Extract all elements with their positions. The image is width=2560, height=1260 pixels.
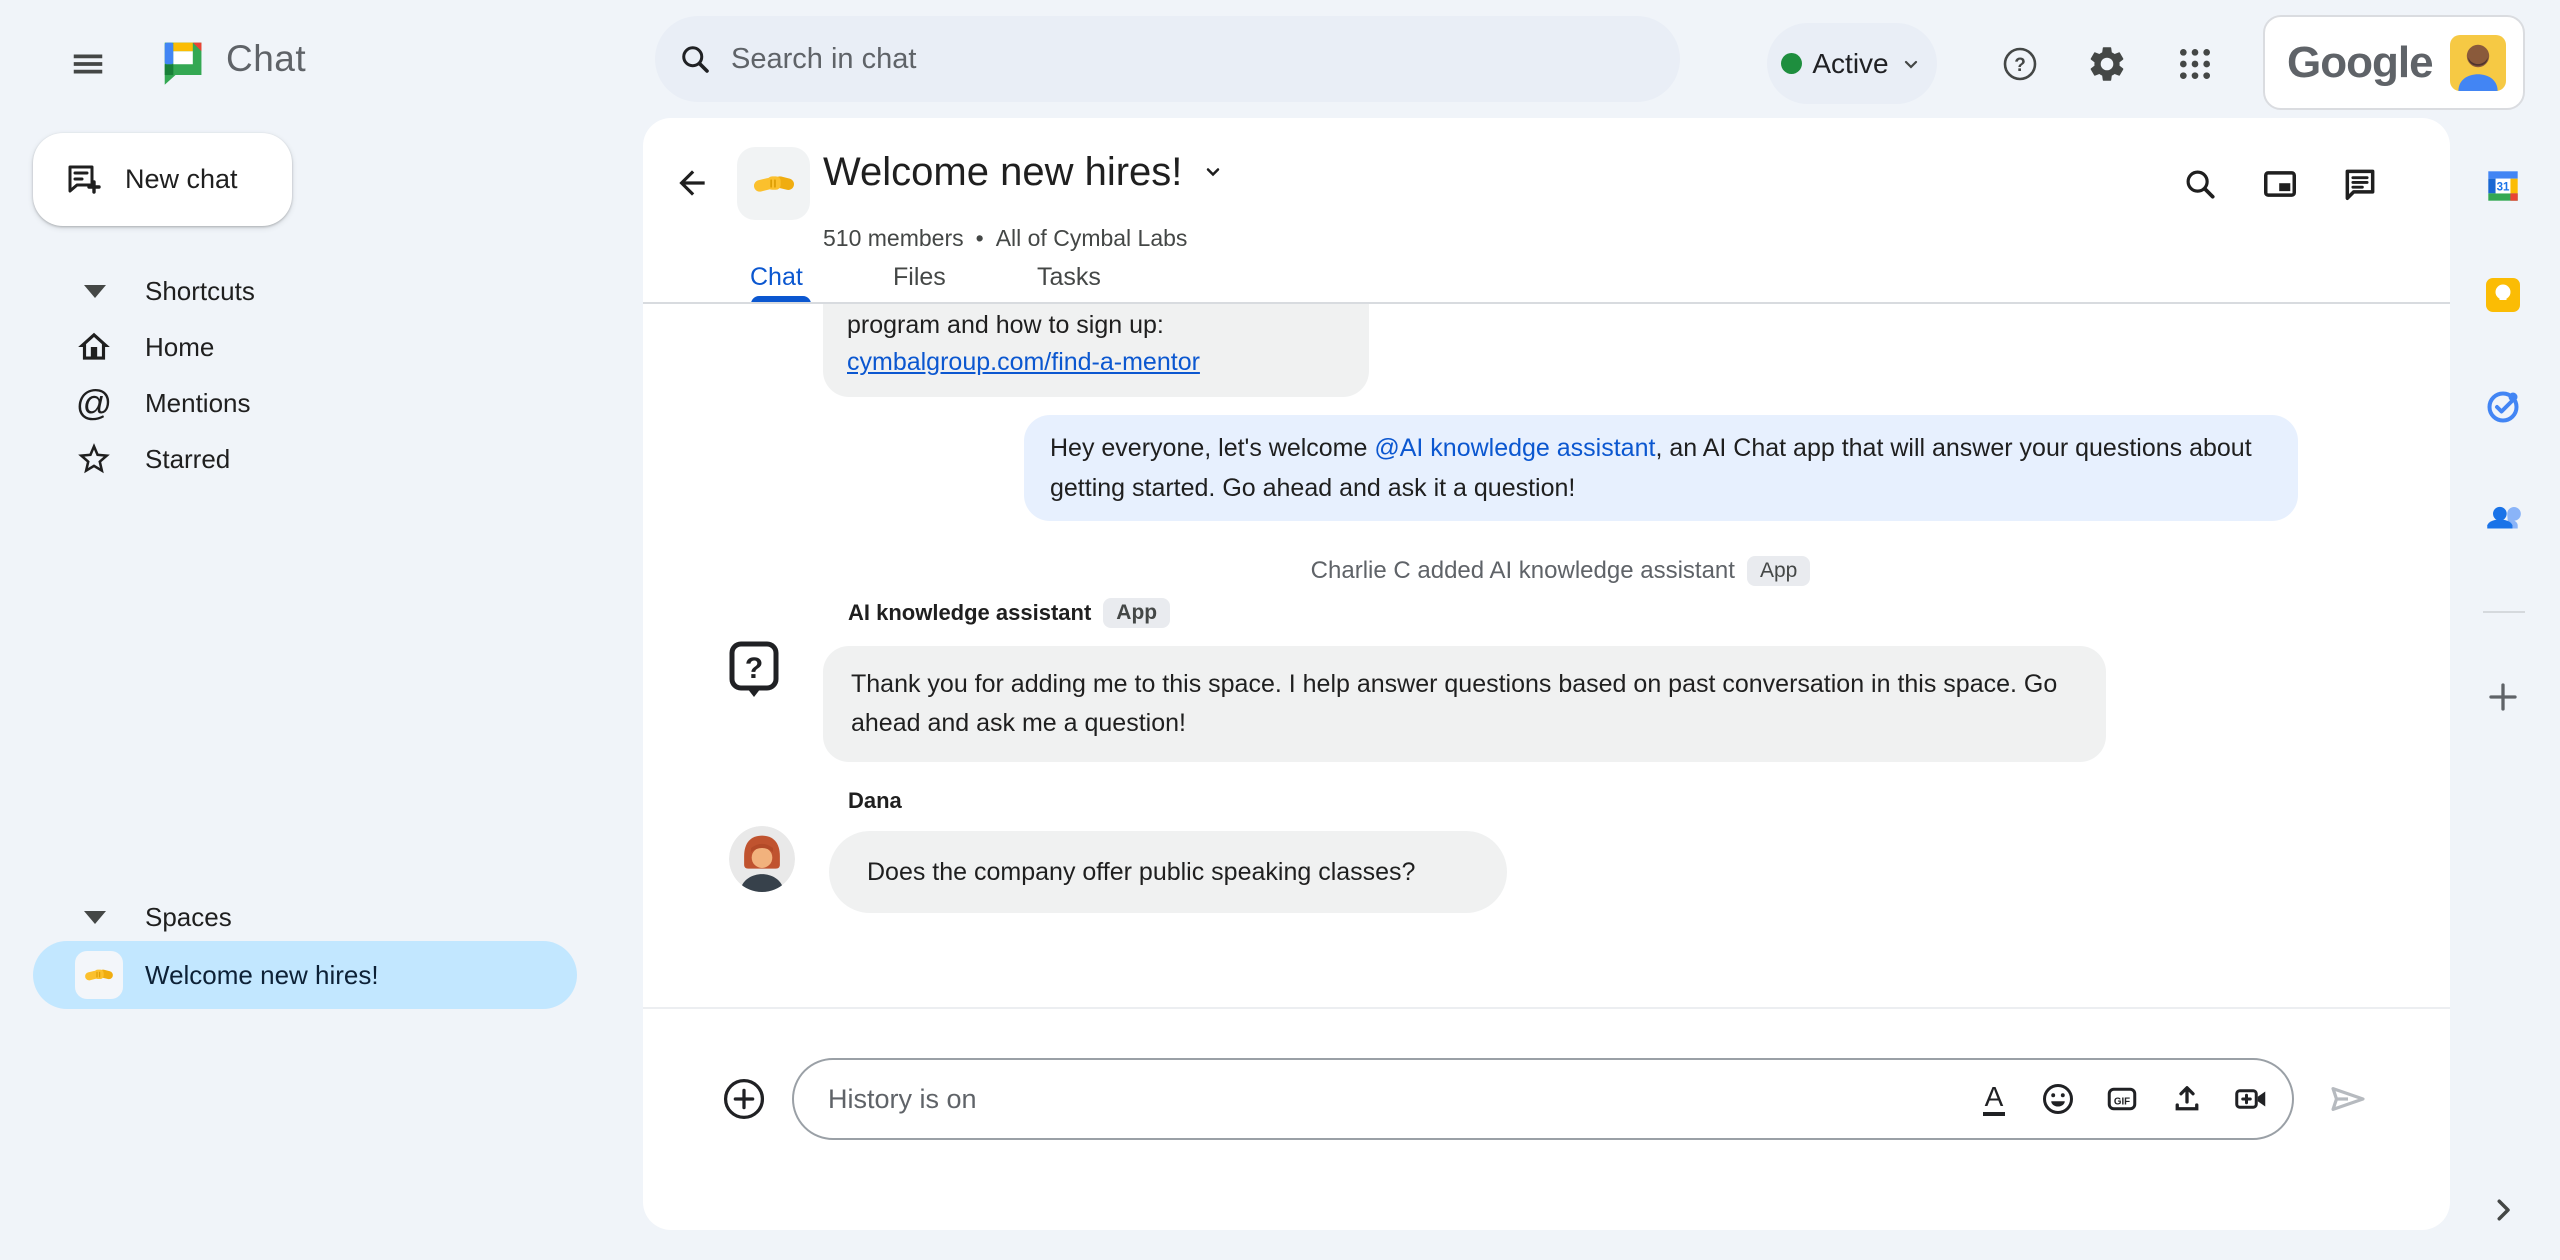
- org-name: All of Cymbal Labs: [995, 225, 1188, 251]
- sender-name-row: [848, 598, 1170, 628]
- search-icon: [677, 41, 713, 77]
- top-bar: [0, 0, 2560, 118]
- app-title: Chat: [226, 38, 307, 79]
- message-bubble-outgoing: [1024, 415, 2298, 521]
- bot-avatar[interactable]: [728, 640, 780, 700]
- svg-text:GIF: GIF: [2113, 1096, 2131, 1108]
- at-mention-icon: @: [75, 382, 113, 423]
- new-chat-icon: [63, 160, 103, 200]
- contacts-icon[interactable]: [2479, 495, 2527, 543]
- shortcuts-section-header[interactable]: [0, 263, 643, 319]
- user-avatar: [2450, 35, 2506, 91]
- picture-in-picture-button[interactable]: [2256, 160, 2304, 208]
- status-selector[interactable]: [1767, 23, 1937, 104]
- chevron-down-icon: [1899, 52, 1923, 76]
- send-button[interactable]: [2322, 1073, 2374, 1125]
- bot-mention-link[interactable]: @AI knowledge assistant: [1374, 434, 1656, 462]
- upload-icon[interactable]: [2165, 1077, 2209, 1121]
- status-label: Active: [1812, 47, 1889, 79]
- bot-sender-name: AI knowledge assistant: [848, 600, 1092, 625]
- mentor-link[interactable]: cymbalgroup.com/find-a-mentor: [847, 348, 1200, 376]
- keep-icon[interactable]: [2479, 271, 2527, 319]
- sidebar-space-welcome-new-hires[interactable]: [33, 941, 577, 1009]
- chevron-down-icon: [1198, 157, 1228, 187]
- space-panel: [643, 118, 2450, 1230]
- emoji-icon[interactable]: [2036, 1077, 2080, 1121]
- message-bubble-dana: Does the company offer public speaking classes?: [829, 831, 1507, 913]
- system-event-row: [823, 556, 2298, 586]
- message-input[interactable]: [792, 1058, 2294, 1140]
- star-icon: [70, 435, 118, 483]
- google-chat-logo-icon: [156, 34, 208, 88]
- active-status-dot-icon: [1781, 53, 1802, 74]
- video-meeting-icon[interactable]: [2229, 1077, 2273, 1121]
- rail-divider: [2483, 611, 2525, 613]
- svg-text:31: 31: [2496, 181, 2510, 194]
- spaces-label: Spaces: [145, 901, 232, 932]
- new-chat-button[interactable]: [33, 133, 292, 226]
- home-icon: [70, 323, 118, 371]
- message-text: Hey everyone, let's welcome: [1050, 434, 1375, 462]
- tab-chat[interactable]: Chat: [750, 262, 803, 291]
- sidebar-item-starred[interactable]: [0, 431, 643, 487]
- starred-label: Starred: [145, 443, 231, 474]
- message-text: program and how to sign up:: [847, 311, 1164, 339]
- system-event-text: Charlie C added AI knowledge assistant: [1310, 557, 1735, 584]
- space-avatar[interactable]: [737, 147, 810, 220]
- svg-text:?: ?: [744, 652, 764, 685]
- tab-files[interactable]: Files: [893, 262, 946, 291]
- app-badge: App: [1747, 556, 1810, 586]
- add-attachment-button[interactable]: [718, 1073, 770, 1125]
- expand-panel-chevron[interactable]: [2479, 1186, 2527, 1234]
- caret-down-icon: [84, 285, 106, 298]
- threads-chat-button[interactable]: [2336, 160, 2384, 208]
- google-account-button[interactable]: [2263, 15, 2525, 110]
- space-title-row[interactable]: [823, 148, 1228, 196]
- text-format-icon[interactable]: A: [1972, 1077, 2016, 1121]
- member-count: 510 members: [823, 225, 964, 251]
- composer-divider: [643, 1007, 2450, 1009]
- back-button[interactable]: [668, 159, 716, 207]
- message-list[interactable]: [643, 304, 2450, 1008]
- home-label: Home: [145, 331, 215, 362]
- main-menu-button[interactable]: [64, 40, 112, 88]
- dana-avatar[interactable]: [729, 826, 795, 892]
- message-bubble-clipped: [823, 304, 1369, 397]
- svg-text:?: ?: [2014, 55, 2026, 76]
- sender-name-row: Dana: [848, 788, 902, 813]
- side-panel-rail: [2450, 118, 2560, 1260]
- message-bubble-bot: Thank you for adding me to this space. I help answer questions based on past conversation in this space. Go ahead and ask me a question!: [823, 646, 2106, 762]
- hamburger-icon: [69, 45, 107, 83]
- space-item-label: Welcome new hires!: [145, 959, 379, 990]
- settings-button[interactable]: [2083, 40, 2131, 88]
- caret-down-icon: [84, 911, 106, 924]
- app-badge: App: [1103, 598, 1170, 628]
- google-apps-grid-button[interactable]: [2171, 40, 2219, 88]
- space-subtitle: [823, 225, 1228, 252]
- message-text: , an AI Chat app that will answer your questions about getting started. Go ahead and ask it a question!: [1050, 434, 2252, 502]
- tasks-icon[interactable]: [2479, 383, 2527, 431]
- message-input-placeholder: History is on: [828, 1083, 977, 1114]
- shortcuts-label: Shortcuts: [145, 275, 255, 306]
- dot-separator: •: [975, 225, 984, 251]
- handshake-emoji-icon: [75, 951, 123, 999]
- sidebar-item-home[interactable]: [0, 319, 643, 375]
- search-in-space-button[interactable]: [2176, 160, 2224, 208]
- space-header: [823, 148, 1228, 252]
- google-logo: Google: [2287, 37, 2433, 87]
- search-placeholder: Search in chat: [731, 42, 917, 75]
- search-bar[interactable]: [655, 16, 1680, 102]
- handshake-emoji-icon: [751, 161, 797, 207]
- get-add-ons-button[interactable]: [2479, 673, 2527, 721]
- gif-icon[interactable]: [2100, 1077, 2144, 1121]
- calendar-icon[interactable]: [2479, 162, 2527, 210]
- new-chat-label: New chat: [125, 164, 238, 194]
- tab-tasks[interactable]: Tasks: [1037, 262, 1101, 291]
- left-sidebar: [0, 118, 643, 1260]
- spaces-section-header[interactable]: [0, 889, 643, 945]
- sidebar-item-mentions[interactable]: [0, 375, 643, 431]
- help-button[interactable]: [1996, 40, 2044, 88]
- space-title: Welcome new hires!: [823, 150, 1183, 194]
- mentions-label: Mentions: [145, 387, 251, 418]
